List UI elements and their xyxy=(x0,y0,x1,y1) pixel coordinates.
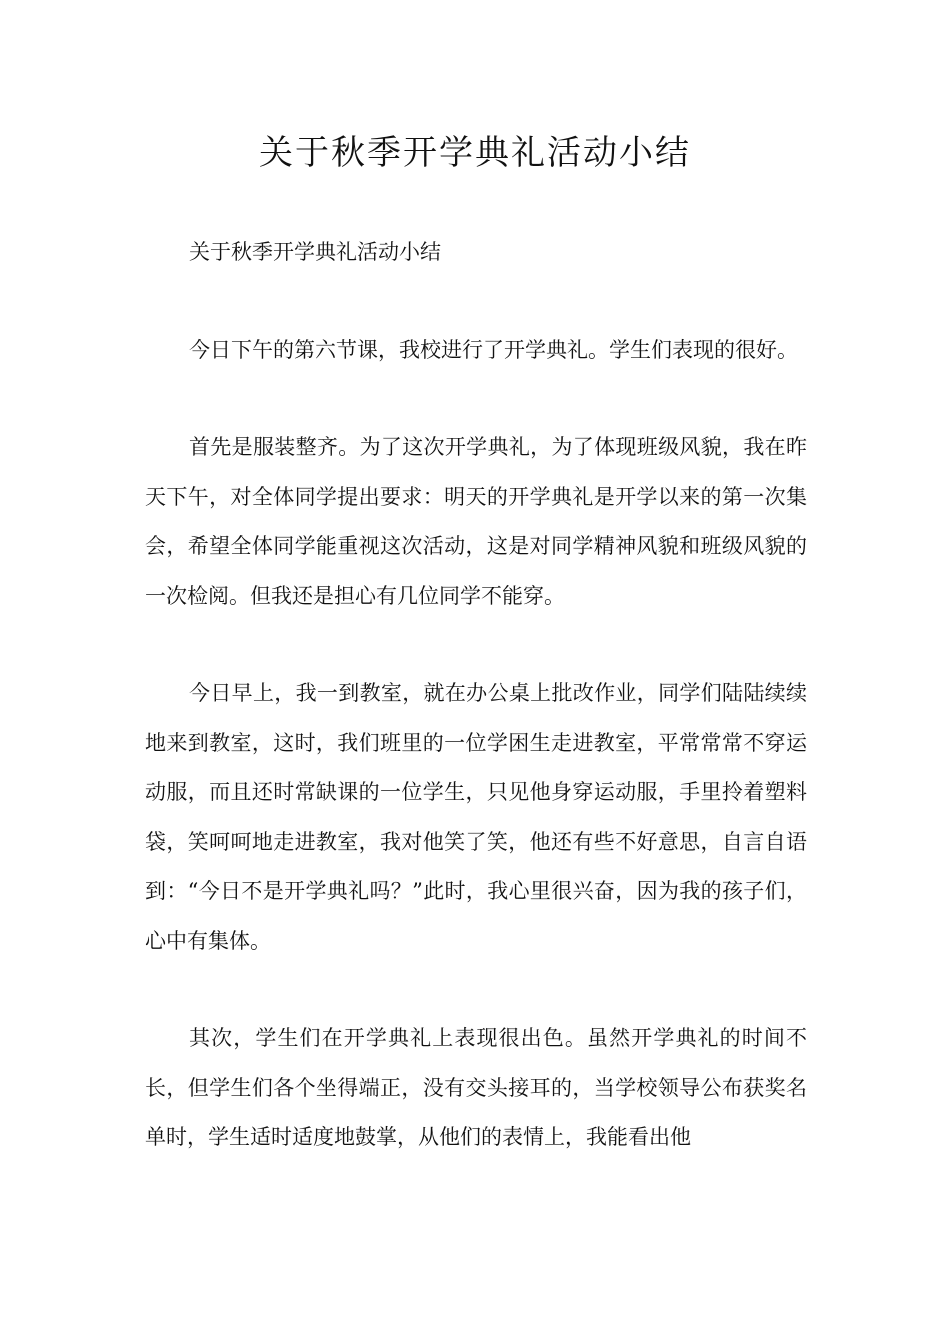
document-body xyxy=(145,228,807,1211)
paragraph-ceremony: 其次，学生们在开学典礼上表现很出色。虽然开学典礼的时间不长，但学生们各个坐得端正，没有交头接耳的，当学校领导公布获奖名单时，学生适时适度地鼓掌，从他们的表情上，我能看出他 xyxy=(145,1026,807,1149)
paragraph-morning: 今日早上，我一到教室，就在办公桌上批改作业，同学们陆陆续续地来到教室，这时，我们班里的一位学困生走进教室，平常常常不穿运动服，而且还时常缺课的一位学生，只见他身穿运动服，手里拎着塑料袋，笑呵呵地走进教室，我对他笑了笑，他还有些不好意思，自言自语到：“今日不是开学典礼吗？”此时，我心里很兴奋，因为我的孩子们，心中有集体。 xyxy=(145,681,807,953)
paragraph-intro: 今日下午的第六节课，我校进行了开学典礼。学生们表现的很好。 xyxy=(189,337,798,362)
paragraph-subtitle: 关于秋季开学典礼活动小结 xyxy=(189,240,441,264)
paragraph-dress-code: 首先是服装整齐。为了这次开学典礼，为了体现班级风貌，我在昨天下午，对全体同学提出要求：明天的开学典礼是开学以来的第一次集会，希望全体同学能重视这次活动，这是对同学精神风貌和班级风貌的一次检阅。但我还是担心有几位同学不能穿。 xyxy=(145,435,807,608)
document-title: 关于秋季开学典礼活动小结 xyxy=(259,133,691,173)
